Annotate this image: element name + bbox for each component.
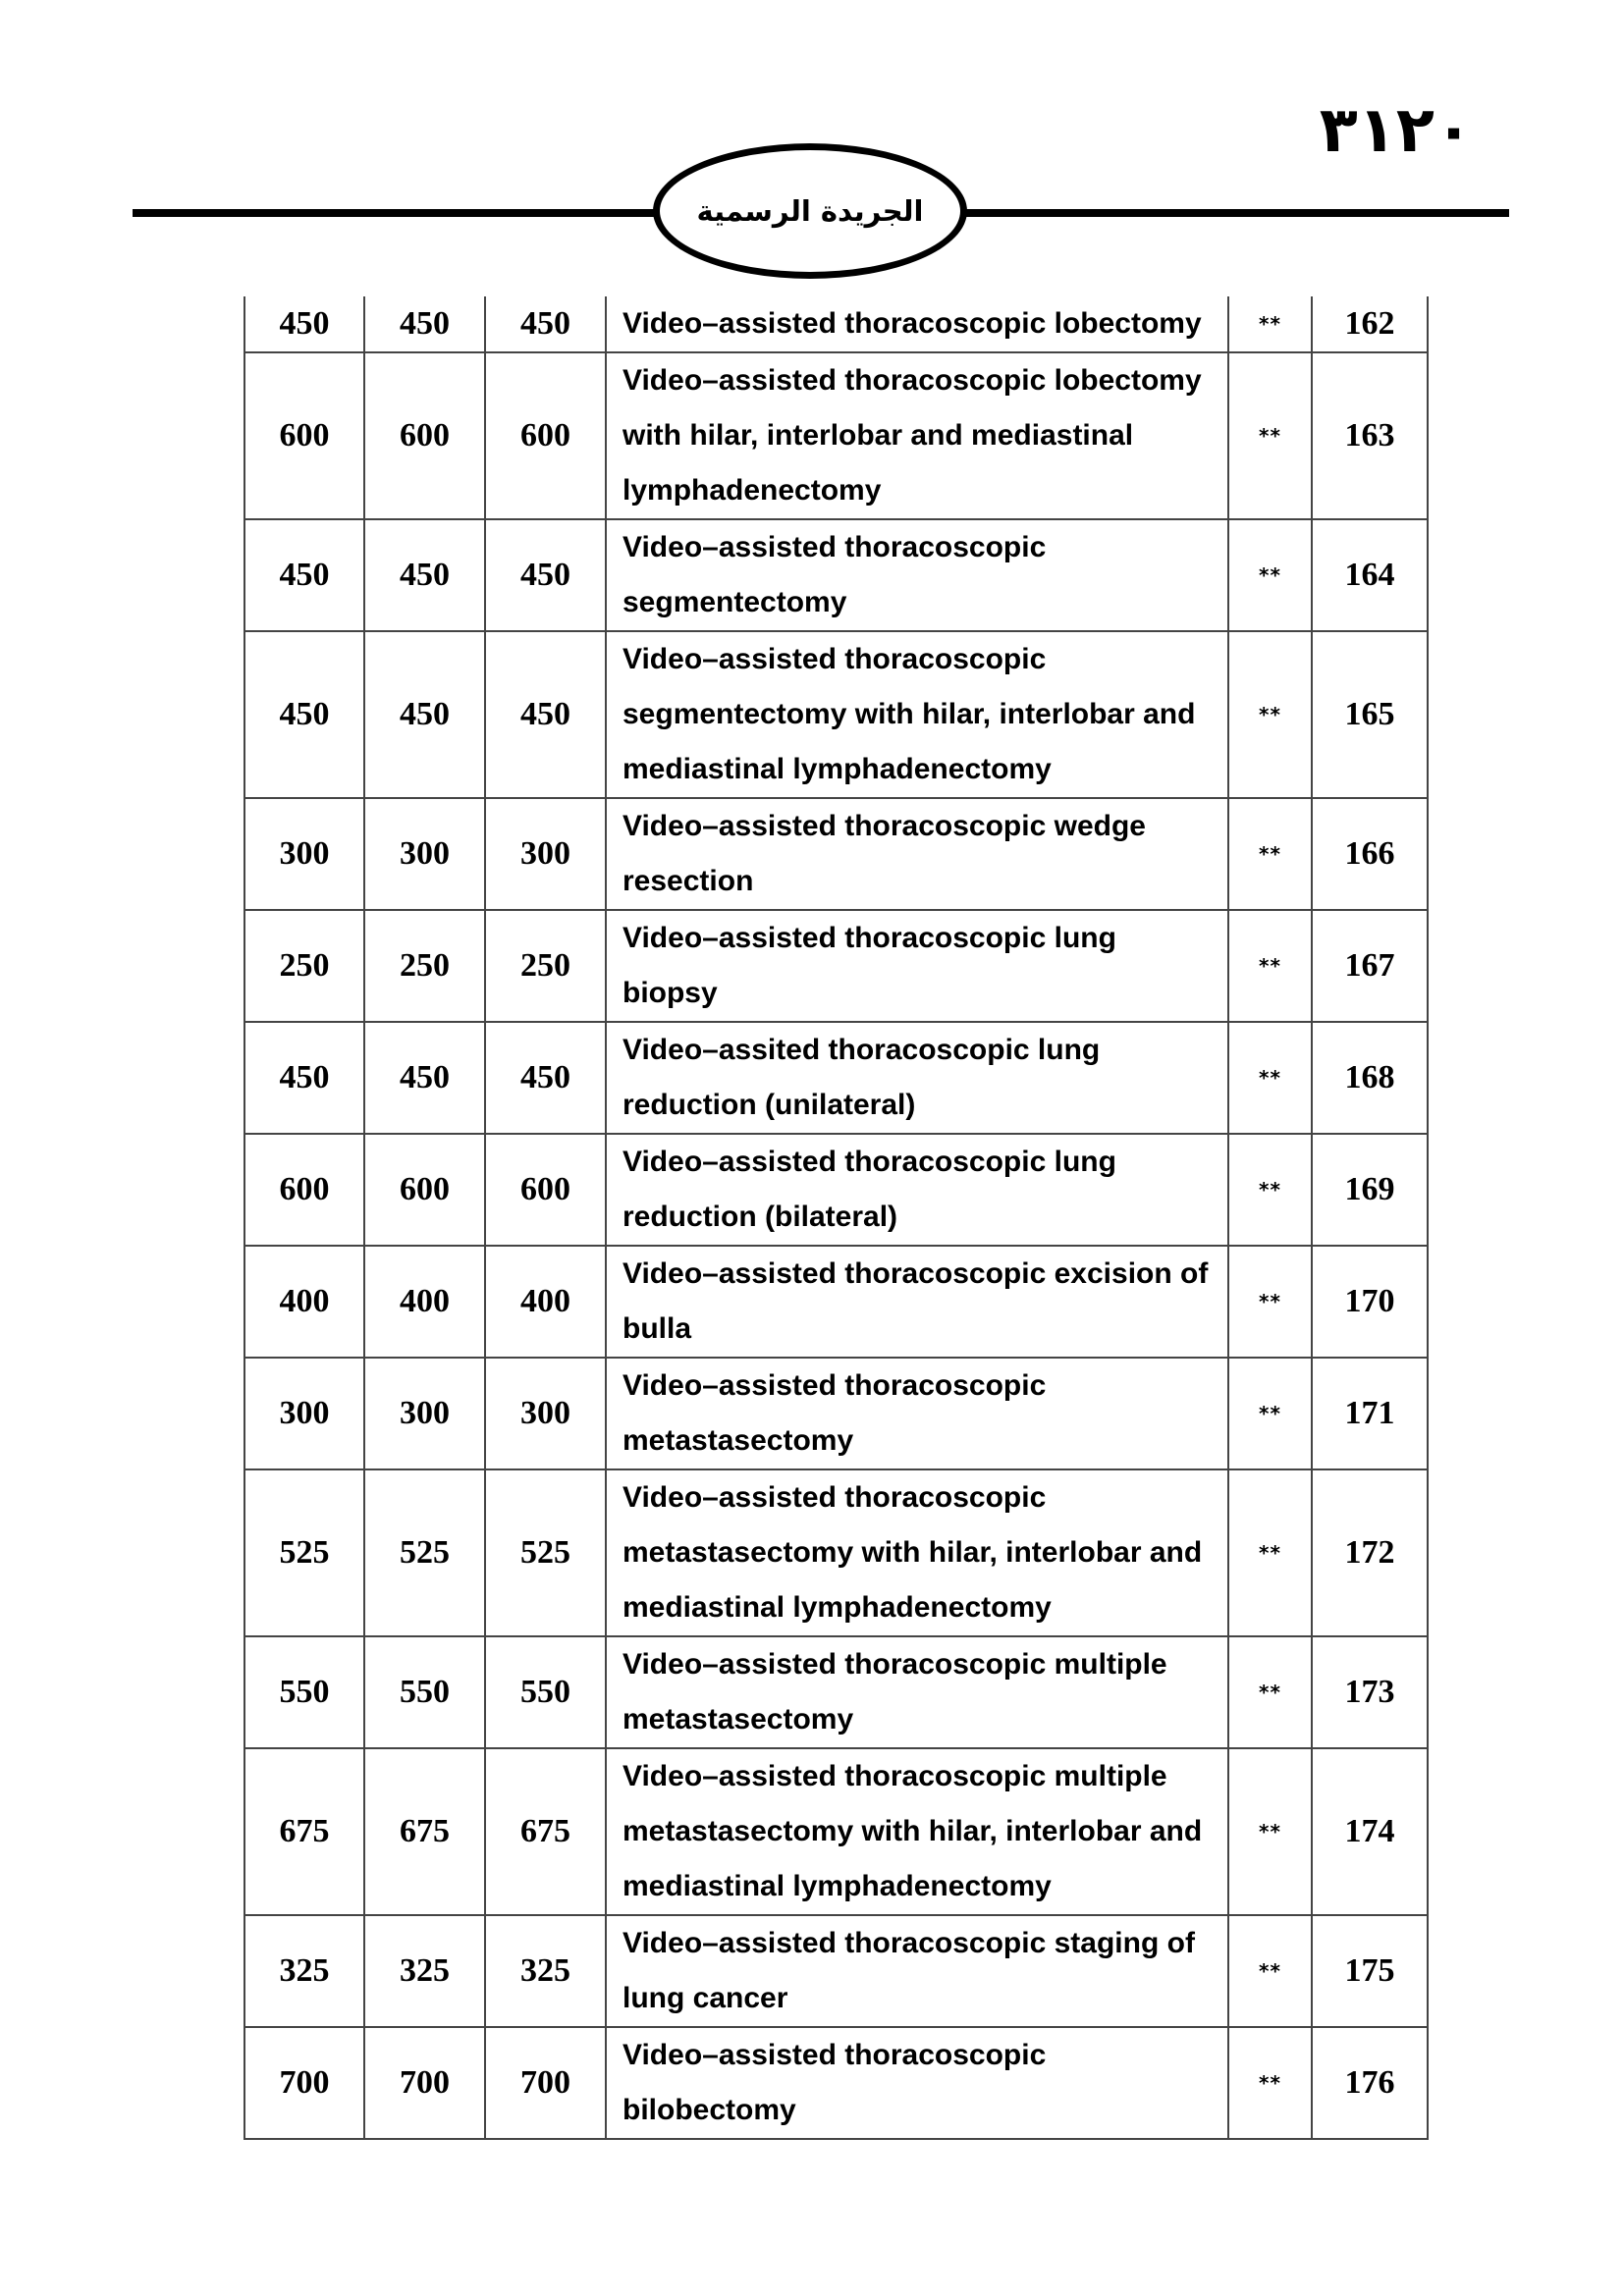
fee-cell-a: 450: [244, 519, 364, 631]
page-number: ٣١٢٠: [1319, 94, 1473, 167]
procedure-code: 172: [1312, 1469, 1428, 1636]
fee-cell-c: 325: [485, 1915, 606, 2027]
asterisk-mark: **: [1228, 1636, 1312, 1748]
fee-cell-a: 675: [244, 1748, 364, 1915]
procedure-description: Video–assisted thoracoscopic wedge resection: [606, 798, 1228, 910]
procedure-code: 163: [1312, 352, 1428, 519]
fee-cell-c: 250: [485, 910, 606, 1022]
procedure-description: Video–assisted thoracoscopic multiple metastasectomy with hilar, interlobar and mediastinal lymphadenectomy: [606, 1748, 1228, 1915]
procedure-description: Video–assisted thoracoscopic metastasectomy: [606, 1358, 1228, 1469]
asterisk-mark: **: [1228, 352, 1312, 519]
procedure-code: 171: [1312, 1358, 1428, 1469]
fee-cell-a: 400: [244, 1246, 364, 1358]
fee-cell-b: 450: [364, 519, 485, 631]
fee-cell-b: 600: [364, 352, 485, 519]
asterisk-mark: **: [1228, 1246, 1312, 1358]
table-row: [244, 1469, 1428, 1636]
asterisk-mark: **: [1228, 2027, 1312, 2139]
asterisk-mark: **: [1228, 631, 1312, 798]
table-row: [244, 1134, 1428, 1246]
fee-cell-b: 300: [364, 798, 485, 910]
procedure-description: Video–assisted thoracoscopic multiple metastasectomy: [606, 1636, 1228, 1748]
procedure-code: 175: [1312, 1915, 1428, 2027]
procedure-description: Video–assisted thoracoscopic bilobectomy: [606, 2027, 1228, 2139]
procedure-description: Video–assisted thoracoscopic lung reduction (bilateral): [606, 1134, 1228, 1246]
table-row: [244, 910, 1428, 1022]
fee-cell-c: 600: [485, 1134, 606, 1246]
procedure-description: Video–assisted thoracoscopic segmentectomy with hilar, interlobar and mediastinal lymphadenectomy: [606, 631, 1228, 798]
fee-cell-c: 450: [485, 519, 606, 631]
fee-cell-b: 450: [364, 296, 485, 352]
procedure-code: 174: [1312, 1748, 1428, 1915]
fee-cell-c: 525: [485, 1469, 606, 1636]
fee-cell-b: 600: [364, 1134, 485, 1246]
table-row: [244, 1748, 1428, 1915]
asterisk-mark: **: [1228, 519, 1312, 631]
fee-table-body: [244, 296, 1428, 2139]
fee-cell-b: 550: [364, 1636, 485, 1748]
fee-cell-b: 400: [364, 1246, 485, 1358]
procedure-code: 162: [1312, 296, 1428, 352]
procedure-code: 168: [1312, 1022, 1428, 1134]
asterisk-mark: **: [1228, 798, 1312, 910]
fee-cell-a: 250: [244, 910, 364, 1022]
fee-cell-a: 300: [244, 1358, 364, 1469]
fee-cell-c: 300: [485, 798, 606, 910]
procedure-description: Video–assisted thoracoscopic lobectomy with hilar, interlobar and mediastinal lymphadenectomy: [606, 352, 1228, 519]
fee-cell-c: 450: [485, 296, 606, 352]
table-row: [244, 519, 1428, 631]
asterisk-mark: **: [1228, 1134, 1312, 1246]
fee-cell-b: 450: [364, 1022, 485, 1134]
fee-cell-a: 525: [244, 1469, 364, 1636]
procedure-description: Video–assisted thoracoscopic staging of lung cancer: [606, 1915, 1228, 2027]
fee-cell-b: 675: [364, 1748, 485, 1915]
table-row: [244, 1915, 1428, 2027]
table-row: [244, 296, 1428, 352]
procedure-code: 176: [1312, 2027, 1428, 2139]
fee-cell-b: 300: [364, 1358, 485, 1469]
fee-cell-a: 450: [244, 631, 364, 798]
header-rule-left: [133, 209, 658, 217]
fee-cell-b: 450: [364, 631, 485, 798]
asterisk-mark: **: [1228, 1469, 1312, 1636]
fee-cell-c: 700: [485, 2027, 606, 2139]
table-row: [244, 1022, 1428, 1134]
fee-cell-c: 675: [485, 1748, 606, 1915]
table-row: [244, 1358, 1428, 1469]
procedure-description: Video–assisted thoracoscopic lung biopsy: [606, 910, 1228, 1022]
procedure-description: Video–assisted thoracoscopic lobectomy: [606, 296, 1228, 352]
masthead-title: الجريدة الرسمية: [696, 194, 924, 228]
fee-cell-a: 450: [244, 1022, 364, 1134]
table-row: [244, 798, 1428, 910]
table-row: [244, 1246, 1428, 1358]
table-row: [244, 2027, 1428, 2139]
fee-cell-a: 450: [244, 296, 364, 352]
fee-cell-b: 525: [364, 1469, 485, 1636]
asterisk-mark: **: [1228, 1915, 1312, 2027]
fee-cell-c: 450: [485, 1022, 606, 1134]
procedure-description: Video–assisted thoracoscopic segmentectomy: [606, 519, 1228, 631]
header-rule-right: [964, 209, 1509, 217]
table-row: [244, 631, 1428, 798]
fee-cell-c: 300: [485, 1358, 606, 1469]
procedure-description: Video–assisted thoracoscopic excision of bulla: [606, 1246, 1228, 1358]
asterisk-mark: **: [1228, 910, 1312, 1022]
fee-cell-c: 550: [485, 1636, 606, 1748]
procedure-description: Video–assisted thoracoscopic metastasectomy with hilar, interlobar and mediastinal lymphadenectomy: [606, 1469, 1228, 1636]
procedure-code: 169: [1312, 1134, 1428, 1246]
asterisk-mark: **: [1228, 1748, 1312, 1915]
fee-cell-a: 600: [244, 352, 364, 519]
fee-cell-b: 250: [364, 910, 485, 1022]
procedure-code: 164: [1312, 519, 1428, 631]
fee-cell-c: 600: [485, 352, 606, 519]
table-row: [244, 1636, 1428, 1748]
fee-cell-a: 325: [244, 1915, 364, 2027]
procedure-code: 167: [1312, 910, 1428, 1022]
fee-cell-b: 325: [364, 1915, 485, 2027]
table-row: [244, 352, 1428, 519]
procedure-code: 166: [1312, 798, 1428, 910]
asterisk-mark: **: [1228, 1358, 1312, 1469]
procedure-description: Video–assited thoracoscopic lung reduction (unilateral): [606, 1022, 1228, 1134]
fee-cell-a: 300: [244, 798, 364, 910]
asterisk-mark: **: [1228, 296, 1312, 352]
procedure-code: 170: [1312, 1246, 1428, 1358]
fee-table: [244, 296, 1429, 2140]
fee-cell-a: 700: [244, 2027, 364, 2139]
fee-cell-a: 600: [244, 1134, 364, 1246]
fee-cell-b: 700: [364, 2027, 485, 2139]
masthead-oval: [653, 143, 967, 279]
fee-cell-c: 400: [485, 1246, 606, 1358]
fee-cell-a: 550: [244, 1636, 364, 1748]
asterisk-mark: **: [1228, 1022, 1312, 1134]
procedure-code: 165: [1312, 631, 1428, 798]
fee-cell-c: 450: [485, 631, 606, 798]
procedure-code: 173: [1312, 1636, 1428, 1748]
